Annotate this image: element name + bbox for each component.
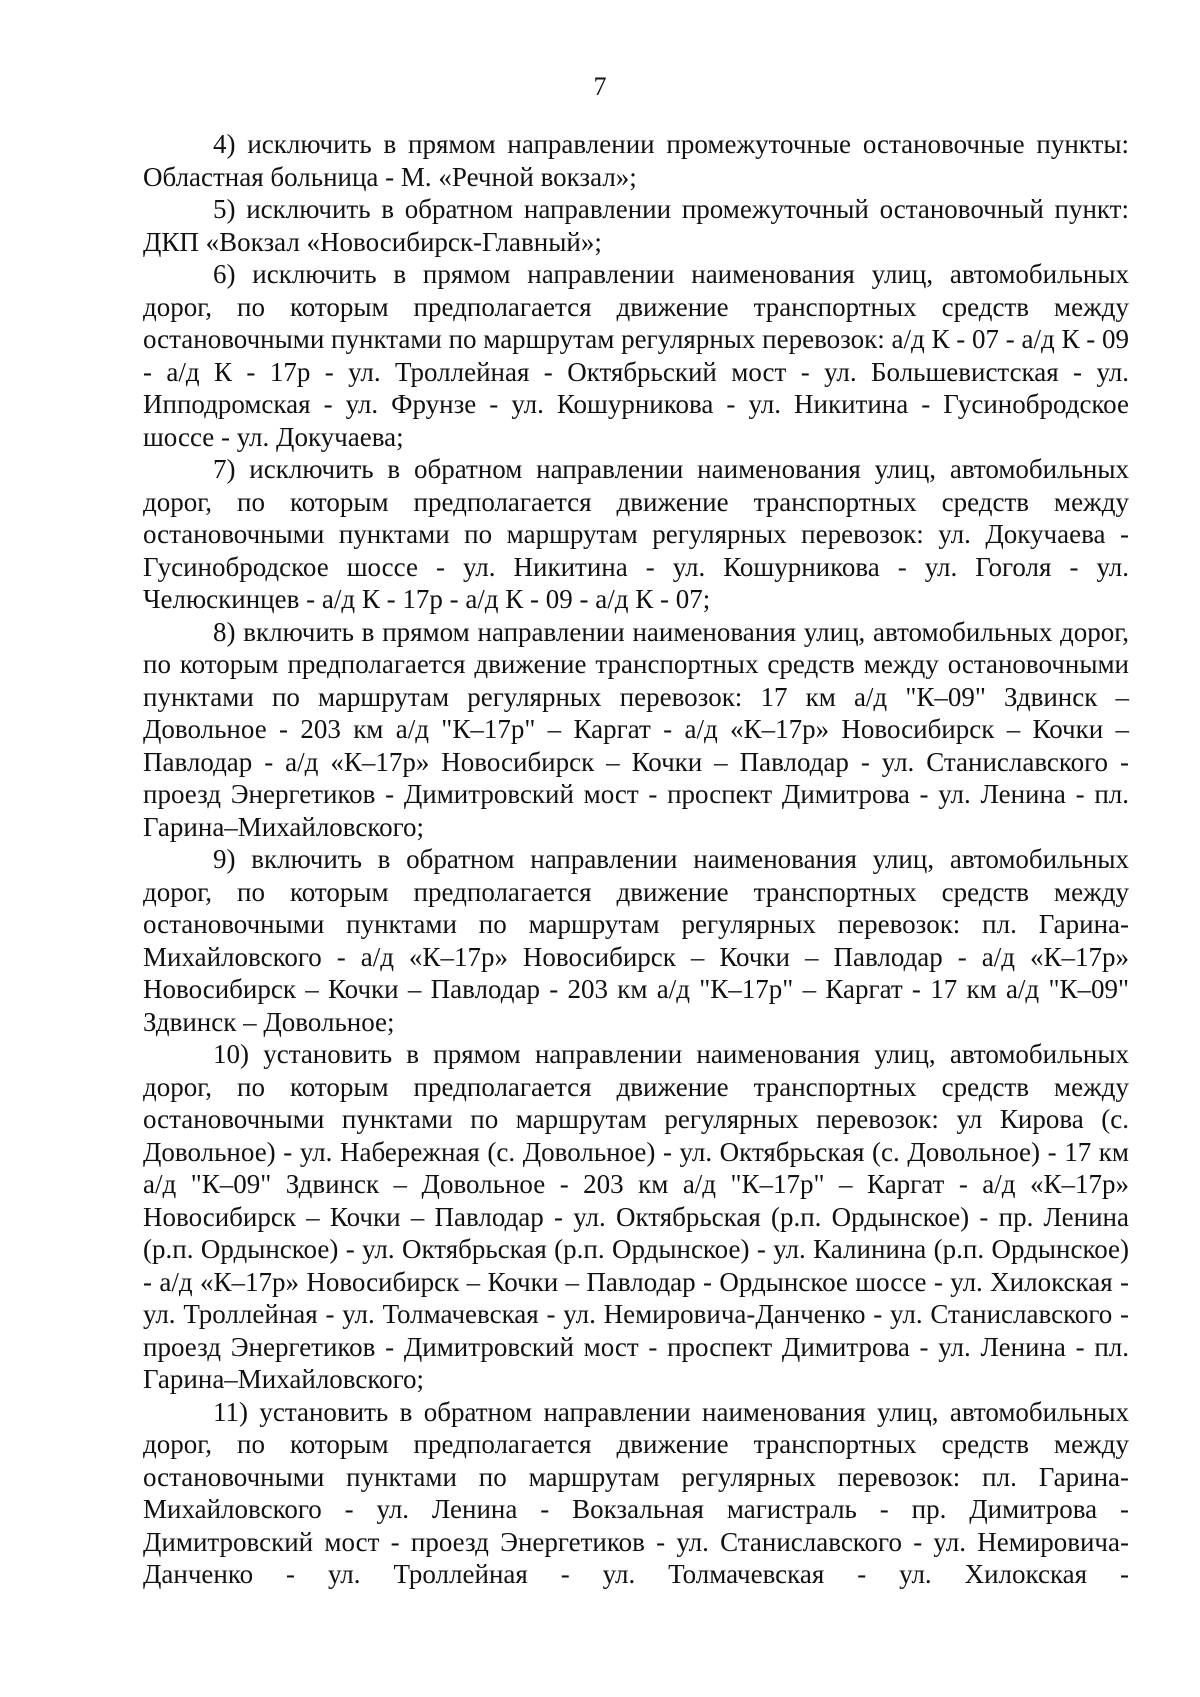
paragraph-item-5: 5) исключить в обратном направлении промежуточный остановочный пункт: ДКП «Вокзал «Новосибирск-Главный»; [143,194,1129,257]
paragraph-item-4: 4) исключить в прямом направлении промежуточные остановочные пункты: Областная больница - М. «Речной вокзал»; [143,129,1129,192]
paragraph-item-11: 11) установить в обратном направлении наименования улиц, автомобильных дорог, по которым предполагается движение транспортных средств между остановочными пунктами по маршрутам регулярных перевозок: пл. Гарина-Михайловского - ул. Ленина - Вокзальная магистраль - пр. Димитрова - Димитровский мост - проезд Энергетиков - ул. Станиславского - ул. Немировича-Данченко - ул. Троллейная - ул. Толмачевская - ул. Хилокская - [143,1396,1129,1589]
paragraph-item-10: 10) установить в прямом направлении наименования улиц, автомобильных дорог, по которым предполагается движение транспортных средств между остановочными пунктами по маршрутам регулярных перевозок: ул Кирова (с. Довольное) - ул. Набережная (с. Довольное) - ул. Октябрьская (с. Довольное) - 17 км а/д "К–09" Здвинск – Довольное - 203 км а/д "К–17р" – Каргат - а/д «К–17р» Новосибирск – Кочки – Павлодар - ул. Октябрьская (р.п. Ордынское) - пр. Ленина (р.п. Ордынское) - ул. Октябрьская (р.п. Ордынское) - ул. Калинина (р.п. Ордынское) - а/д «К–17р» Новосибирск – Кочки – Павлодар - Ордынское шоссе - ул. Хилокская - ул. Троллейная - ул. Толмачевская - ул. Немировича-Данченко - ул. Станиславского - проезд Энергетиков - Димитровский мост - проспект Димитрова - ул. Ленина - пл. Гарина–Михайловского; [143,1039,1129,1394]
paragraph-item-7: 7) исключить в обратном направлении наименования улиц, автомобильных дорог, по которым предполагается движение транспортных средств между остановочными пунктами по маршрутам регулярных перевозок: ул. Докучаева - Гусинобродское шоссе - ул. Никитина - ул. Кошурникова - ул. Гоголя - ул. Челюскинцев - а/д К - 17р - а/д К - 09 - а/д К - 07; [143,454,1129,614]
paragraph-item-8: 8) включить в прямом направлении наименования улиц, автомобильных дорог, по которым предполагается движение транспортных средств между остановочными пунктами по маршрутам регулярных перевозок: 17 км а/д "К–09" Здвинск – Довольное - 203 км а/д "К–17р" – Каргат - а/д «К–17р» Новосибирск – Кочки – Павлодар - а/д «К–17р» Новосибирск – Кочки – Павлодар - ул. Станиславского - проезд Энергетиков - Димитровский мост - проспект Димитрова - ул. Ленина - пл. Гарина–Михайловского; [143,616,1129,842]
page-number: 7 [593,72,607,101]
paragraph-item-6: 6) исключить в прямом направлении наименования улиц, автомобильных дорог, по которым предполагается движение транспортных средств между остановочными пунктами по маршрутам регулярных перевозок: а/д К - 07 - а/д К - 09 - а/д К - 17р - ул. Троллейная - Октябрьский мост - ул. Большевистская - ул. Ипподромская - ул. Фрунзе - ул. Кошурникова - ул. Никитина - Гусинобродское шоссе - ул. Докучаева; [143,259,1129,452]
paragraph-item-9: 9) включить в обратном направлении наименования улиц, автомобильных дорог, по которым предполагается движение транспортных средств между остановочными пунктами по маршрутам регулярных перевозок: пл. Гарина-Михайловского - а/д «К–17р» Новосибирск – Кочки – Павлодар - а/д «К–17р» Новосибирск – Кочки – Павлодар - 203 км а/д "К–17р" – Каргат - 17 км а/д "К–09" Здвинск – Довольное; [143,844,1129,1037]
document-body [143,128,1129,1591]
